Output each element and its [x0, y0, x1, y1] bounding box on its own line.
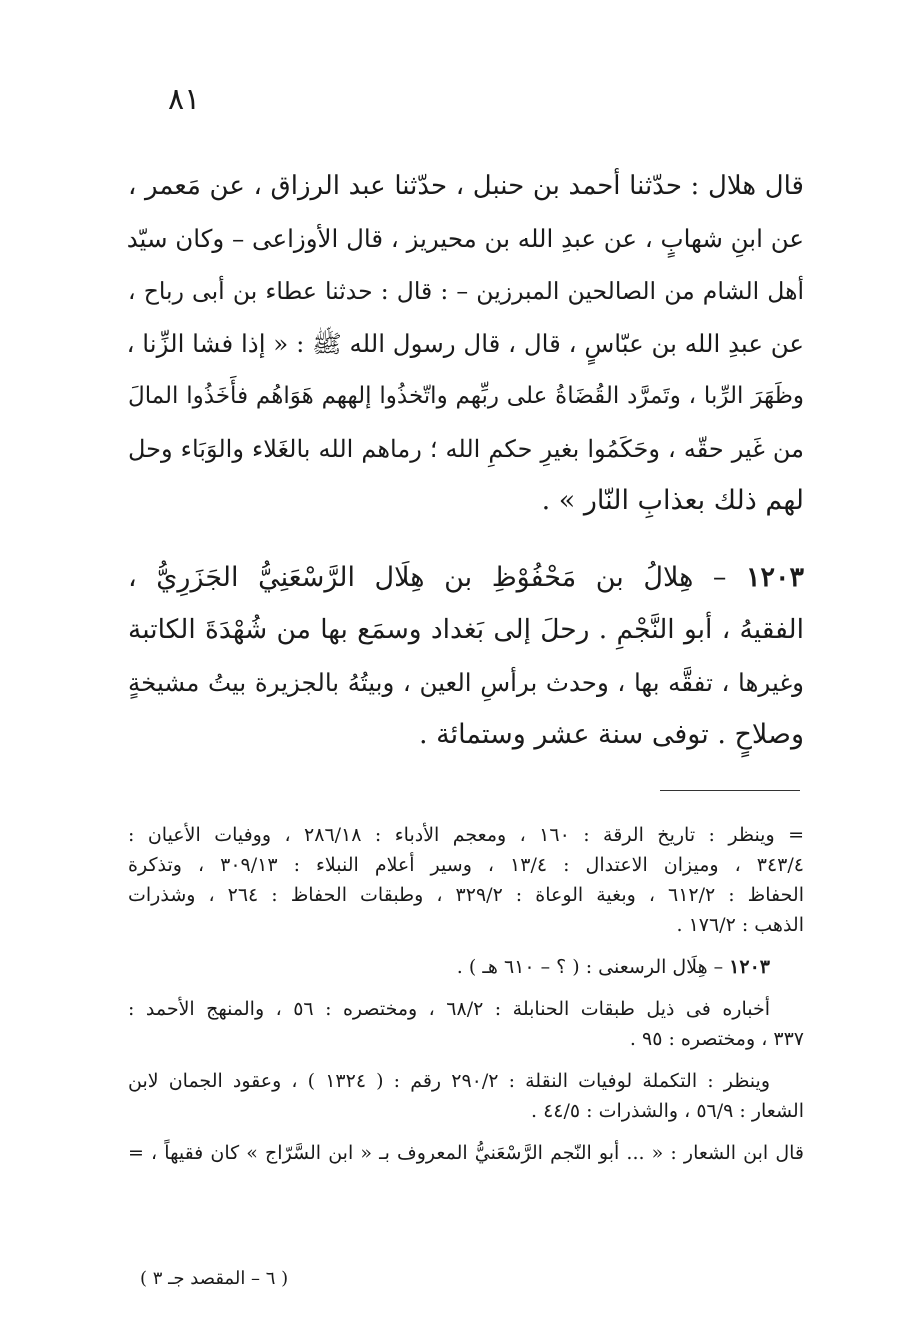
text-line: وغيرها ، تفقَّه بها ، وحدث برأسِ العين ، وبيتُهُ بالجزيرة بيتُ مشيخةٍ — [128, 667, 804, 697]
note-line: الشعار : ٥٦/٩ ، والشذرات : ٤٤/٥ . — [531, 1100, 804, 1122]
footnote-entry-number: ١٢٠٣ — [729, 956, 770, 978]
note-line: أخباره فى ذيل طبقات الحنابلة : ٦٨/٢ ، ومختصره : ٥٦ ، والمنهج الأحمد : — [128, 998, 770, 1020]
footnote-references — [128, 1066, 804, 1126]
text-line: لهم ذلك بعذابِ النّار » . — [541, 485, 804, 516]
text-line: عن ابنِ شهابٍ ، عن عبدِ الله بن محيريز ، قال الأوزاعى – وكان سيّد — [126, 223, 804, 253]
page-number: ٨١ — [168, 82, 201, 117]
note-line: ٣٣٧ ، ومختصره : ٩٥ . — [629, 1028, 804, 1050]
footnote-continued — [128, 820, 804, 940]
text-line: وظَهَرَ الرِّبا ، وتَمرَّد القُضَاةُ على ربِّهم واتّخذُوا إلههم هَوَاهُم فأَخَذُوا المالَ — [128, 383, 804, 409]
footnote-entry-title: – هِلَال الرسعنى : ( ؟ – ٦١٠ هـ ) . — [456, 956, 724, 978]
footnote-quote — [128, 1138, 804, 1168]
entry-name: – هِلالُ بن مَحْفُوْظِ بن هِلَال الرَّسْعَنِيُّ الجَزَرِيُّ ، — [128, 561, 727, 593]
footnote-sources — [128, 994, 804, 1054]
footnote-entry-heading — [128, 952, 804, 982]
note-line: الحفاظ : ٦١٢/٢ ، وبغية الوعاة : ٣٢٩/٢ ، وطبقات الحفاظ : ٢٦٤ ، وشذرات — [128, 884, 804, 906]
footnotes — [128, 820, 804, 1168]
text-line: وصلاحٍ . توفى سنة عشر وستمائة . — [418, 719, 804, 750]
text-line: عن عبدِ الله بن عبّاسٍ ، قال ، قال رسول الله ﷺ : « إذا فشا الزِّنا ، — [126, 328, 804, 358]
text-line: الفقيهُ ، أبو النَّجْمِ . رحلَ إلى بَغداد وسمَع بها من شُهْدَةَ الكاتبة — [128, 614, 804, 645]
footnote-separator — [660, 790, 800, 791]
entry-heading-line — [128, 552, 804, 605]
printer-signature: ( ٦ – المقصد جـ ٣ ) — [140, 1268, 289, 1289]
biography-entry — [128, 552, 804, 762]
text-line: أهل الشام من الصالحين المبرزين – : قال : حدثنا عطاء بن أبى رباح ، — [128, 277, 804, 305]
text-line: قال هلال : حدّثنا أحمد بن حنبل ، حدّثنا عبد الرزاق ، عن مَعمر ، — [128, 171, 804, 201]
note-line: = وينظر : تاريخ الرقة : ١٦٠ ، ومعجم الأدباء : ٢٨٦/١٨ ، ووفيات الأعيان : — [128, 824, 804, 846]
entry-number: ١٢٠٣ — [746, 561, 805, 593]
note-line: الذهب : ١٧٦/٢ . — [676, 914, 804, 936]
note-line: قال ابن الشعار : « ... أبو النّجم الرَّسْعَنيُّ المعروف بـ « ابن السَّرّاج » كان فقيهاً ، = — [128, 1142, 804, 1164]
note-line: وينظر : التكملة لوفيات النقلة : ٢٩٠/٢ رقم : ( ١٣٢٤ ) ، وعقود الجمان لابن — [128, 1070, 771, 1092]
text-line: من غَير حقّه ، وحَكَمُوا بغيرِ حكمِ الله ؛ رماهم الله بالغَلاء والوَبَاء وحل — [128, 434, 804, 463]
note-line: ٣٤٣/٤ ، وميزان الاعتدال : ١٣/٤ ، وسير أعلام النبلاء : ٣٠٩/١٣ ، وتذكرة — [128, 854, 804, 876]
main-text — [128, 160, 804, 762]
hadith-paragraph — [128, 160, 804, 528]
